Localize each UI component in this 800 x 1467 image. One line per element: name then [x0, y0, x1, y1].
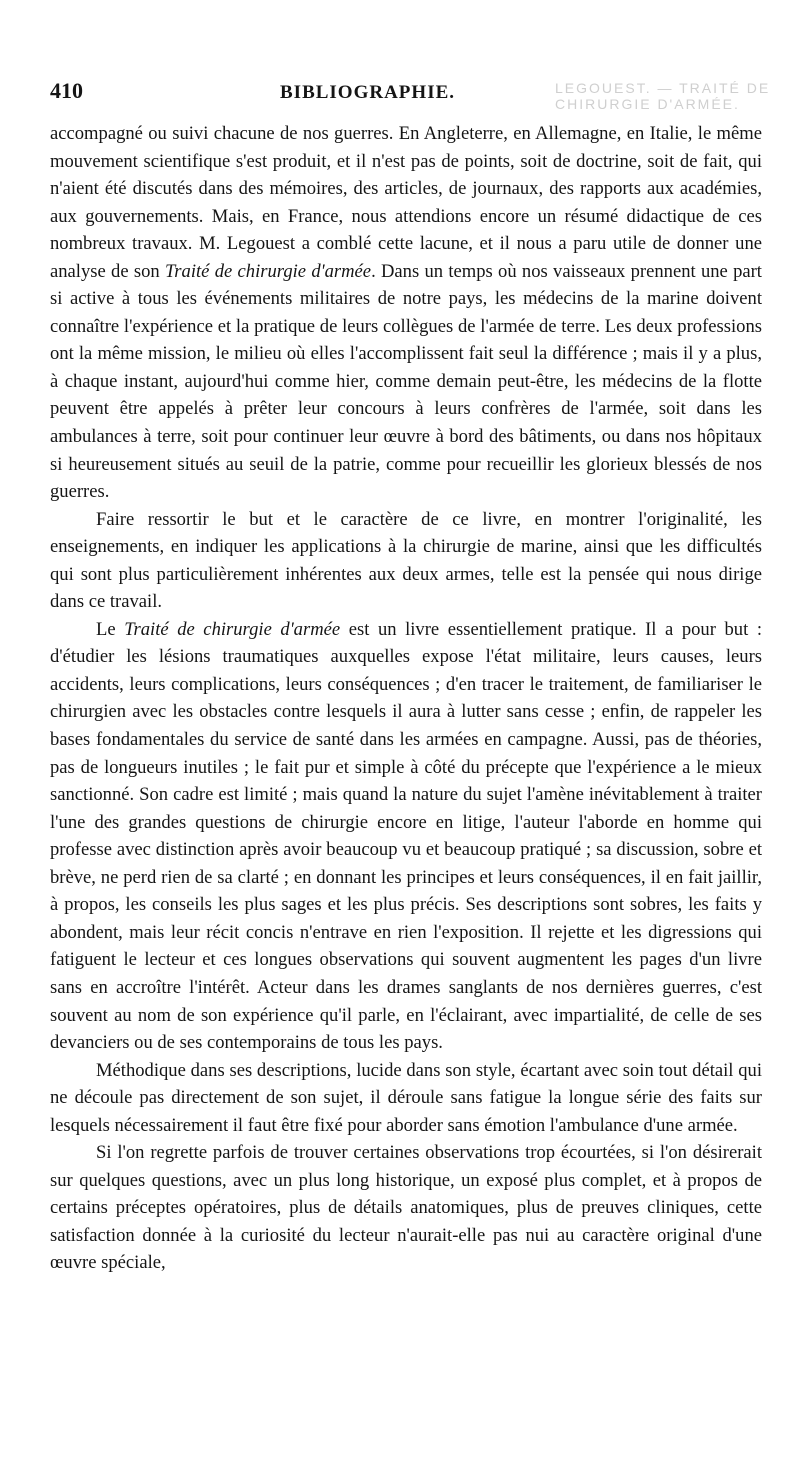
paragraph-2: Faire ressortir le but et le caractère de ce livre, en montrer l'originalité, les enseignements, en indiquer les applications à la chirurgie de marine, ainsi que les difficultés qui sont plus particulièrement inhérentes aux deux armes, telle est la pensée qui nous dirige dans ce travail.	[50, 508, 762, 613]
running-title: BIBLIOGRAPHIE.	[280, 82, 456, 103]
body-text	[50, 120, 762, 1277]
book-title: Traité de chirurgie d'armée	[164, 260, 372, 282]
paragraph-5: Si l'on regrette parfois de trouver certaines observations trop écourtées, si l'on désirerait sur quelques questions, avec un plus long historique, un exposé plus complet, et à propos de certains préceptes opératoires, plus de détails anatomiques, plus de preuves cliniques, cette satisfaction donnée à la curiosité du lecteur n'aurait-elle pas nui au caractère original d'une œuvre spéciale,	[50, 1142, 762, 1274]
paragraph-3: Le Traité de chirurgie d'armée est un livre essentiellement pratique. Il a pour but : d'étudier les lésions traumatiques auxquelles expose l'état militaire, leurs causes, leurs accidents, leurs complications, leurs conséquences ; d'en tracer le traitement, de familiariser le chirurgien avec les obstacles contre lesquels il aura à lutter sans cesse ; enfin, de rappeler les bases fondamentales du service de santé dans les armées en campagne. Aussi, pas de théories, pas de longueurs inutiles ; le fait pur et simple à côté du précepte que l'expérience a le mieux sanctionné. Son cadre est limité ; mais quand la nature du sujet l'amène inévitablement à traiter l'une des grandes questions de chirurgie encore en litige, l'auteur l'aborde en homme qui professe avec distinction après avoir beaucoup vu et beaucoup pratiqué ; sa discussion, sobre et brève, ne perd rien de sa clarté ; en donnant les principes et leurs conséquences, il en fait jaillir, à propos, les conseils les plus sages et les plus précis. Ses descriptions sont sobres, les faits y abondent, mais leur récit concis n'entrave en rien l'exposition. Il rejette et les digressions qui fatiguent le lecteur et ces longues observations qui souvent augmentent les pages d'un livre sans en accroître l'intérêt. Acteur dans les drames sanglants de nos dernières guerres, c'est souvent au nom de son expérience qu'il parle, en l'éclairant, avec impartialité, de celle de ses devanciers ou de ses contemporains de tous les pays.	[50, 618, 762, 1054]
paragraph-1: accompagné ou suivi chacune de nos guerres. En Angleterre, en Allemagne, en Italie, le même mouvement scientifique s'est produit, et il n'est pas de points, soit de doctrine, soit de fait, qui n'aient été discutés dans des mémoires, des articles, de journaux, des rapports aux académies, aux gouvernements. Mais, en France, nous attendions encore un résumé didactique de ces nombreux travaux. M. Legouest a comblé cette lacune, et il nous a paru utile de donner une analyse de son Traité de chirurgie d'armée. Dans un temps où nos vaisseaux prennent une part si active à tous les événements militaires de notre pays, les médecins de la marine doivent connaître l'expérience et la pratique de leurs collègues de l'armée de terre. Les deux professions ont la même mission, le milieu où elles l'accomplissent fait seul la différence ; mais il y a plus, à chaque instant, aujourd'hui comme hier, comme demain peut-être, les médecins de la flotte peuvent être appelés à prêter leur concours à leurs confrères de l'armée, soit dans les ambulances à terre, soit pour continuer leur œuvre à bord des bâtiments, ou dans nos hôpitaux si heureusement situés au seuil de la patrie, comme pour recueillir les glorieux blessés de nos guerres.	[50, 123, 762, 503]
paragraph-4: Méthodique dans ses descriptions, lucide dans son style, écartant avec soin tout détail qui ne découle pas directement de son sujet, il déroule sans fatigue la longue série des faits sur lesquels nécessairement il faut être fixé pour aborder sans émotion l'ambulance d'une armée.	[50, 1059, 762, 1136]
bleed-through-text: LEGOUEST. — TRAITÉ DE CHIRURGIE D'ARMÉE.	[555, 80, 771, 112]
page-number: 410	[50, 78, 83, 103]
book-title: Traité de chirurgie d'armée	[124, 618, 341, 640]
